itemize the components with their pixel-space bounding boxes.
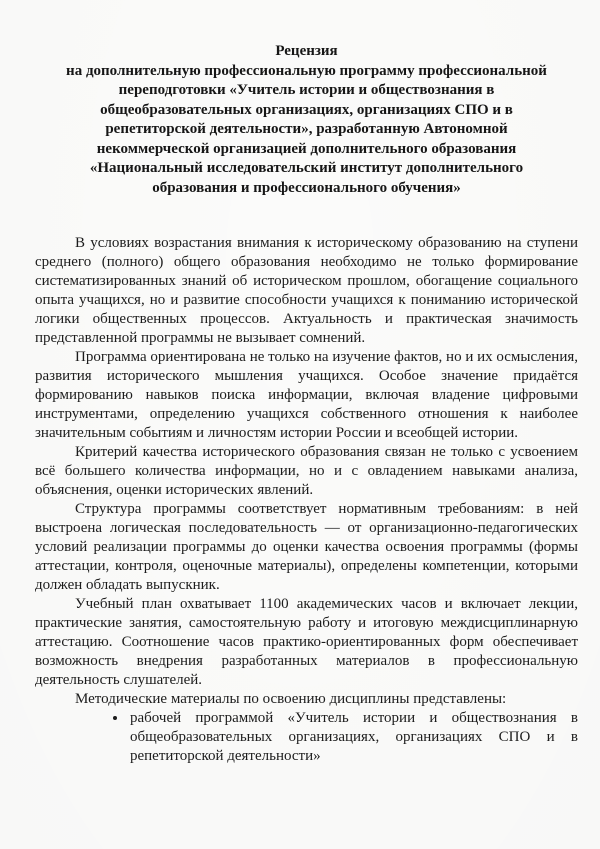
paragraph-curriculum: Учебный план охватывает 1100 академических часов и включает лекции, практические занятия, самостоятельную работу и итоговую междисциплинарную аттестацию. Соотношение часов практико-ориентированных форм обеспечивает возможность внедрения разработанных материалов в профессиональную деятельность слушателей. xyxy=(35,596,578,688)
list-item: • рабочей программой «Учитель истории и обществознания в общеобразовательных организациях, организациях СПО и в репетиторской деятельности» xyxy=(128,709,578,766)
paragraph-program-orientation: Программа ориентирована не только на изучение фактов, но и их осмысления, развития исторического мышления учащихся. Особое значение придаётся формированию навыков поиска информации, включая владение цифровыми инструментами, определению учащихся собственного отношения к наиболее значительным событиям и личностям истории России и всеобщей истории. xyxy=(35,349,578,441)
paragraph-quality-criterion: Критерий качества исторического образования связан не только с усвоением всё большего количества информации, но и с овладением навыками анализа, объяснения, оценки исторических явлений. xyxy=(35,444,578,498)
document-title: Рецензия xyxy=(275,43,338,59)
title-line: некоммерческой организацией дополнительного образования xyxy=(96,140,517,157)
title-line: общеобразовательных организациях, организациях СПО и в xyxy=(100,101,513,118)
paragraph-introduction: В условиях возрастания внимания к историческому образованию на ступени среднего (полного) общего образования необходимо не только формирование систематизированных знаний об историческом прошлом, обогащение социального опыта учащихся, но и развитие способности учащихся к пониманию исторической логики общественных процессов. Актуальность и практическая значимость представленной программы не вызывает сомнений. xyxy=(35,235,578,346)
title-line: образования и профессионального обучения» xyxy=(152,179,461,196)
bullet-list xyxy=(35,709,578,766)
document-title-block xyxy=(35,42,578,198)
paragraph-methodical-materials-intro: Методические материалы по освоению дисциплины представлены: xyxy=(75,691,507,707)
title-line: на дополнительную профессиональную программу профессиональной xyxy=(66,62,547,79)
title-line: переподготовки «Учитель истории и обществознания в xyxy=(118,82,495,98)
document-body xyxy=(35,234,578,766)
paragraph-program-structure: Структура программы соответствует нормативным требованиям: в ней выстроена логическая последовательность — от организационно-педагогических условий реализации программы до оценки качества освоения программы (формы аттестации, контроля, оценочные материалы), определены компетенции, которыми должен обладать выпускник. xyxy=(35,501,578,593)
title-line: «Национальный исследовательский институт дополнительного xyxy=(89,160,524,176)
title-line: репетиторской деятельности», разработанную Автономной xyxy=(105,121,508,137)
